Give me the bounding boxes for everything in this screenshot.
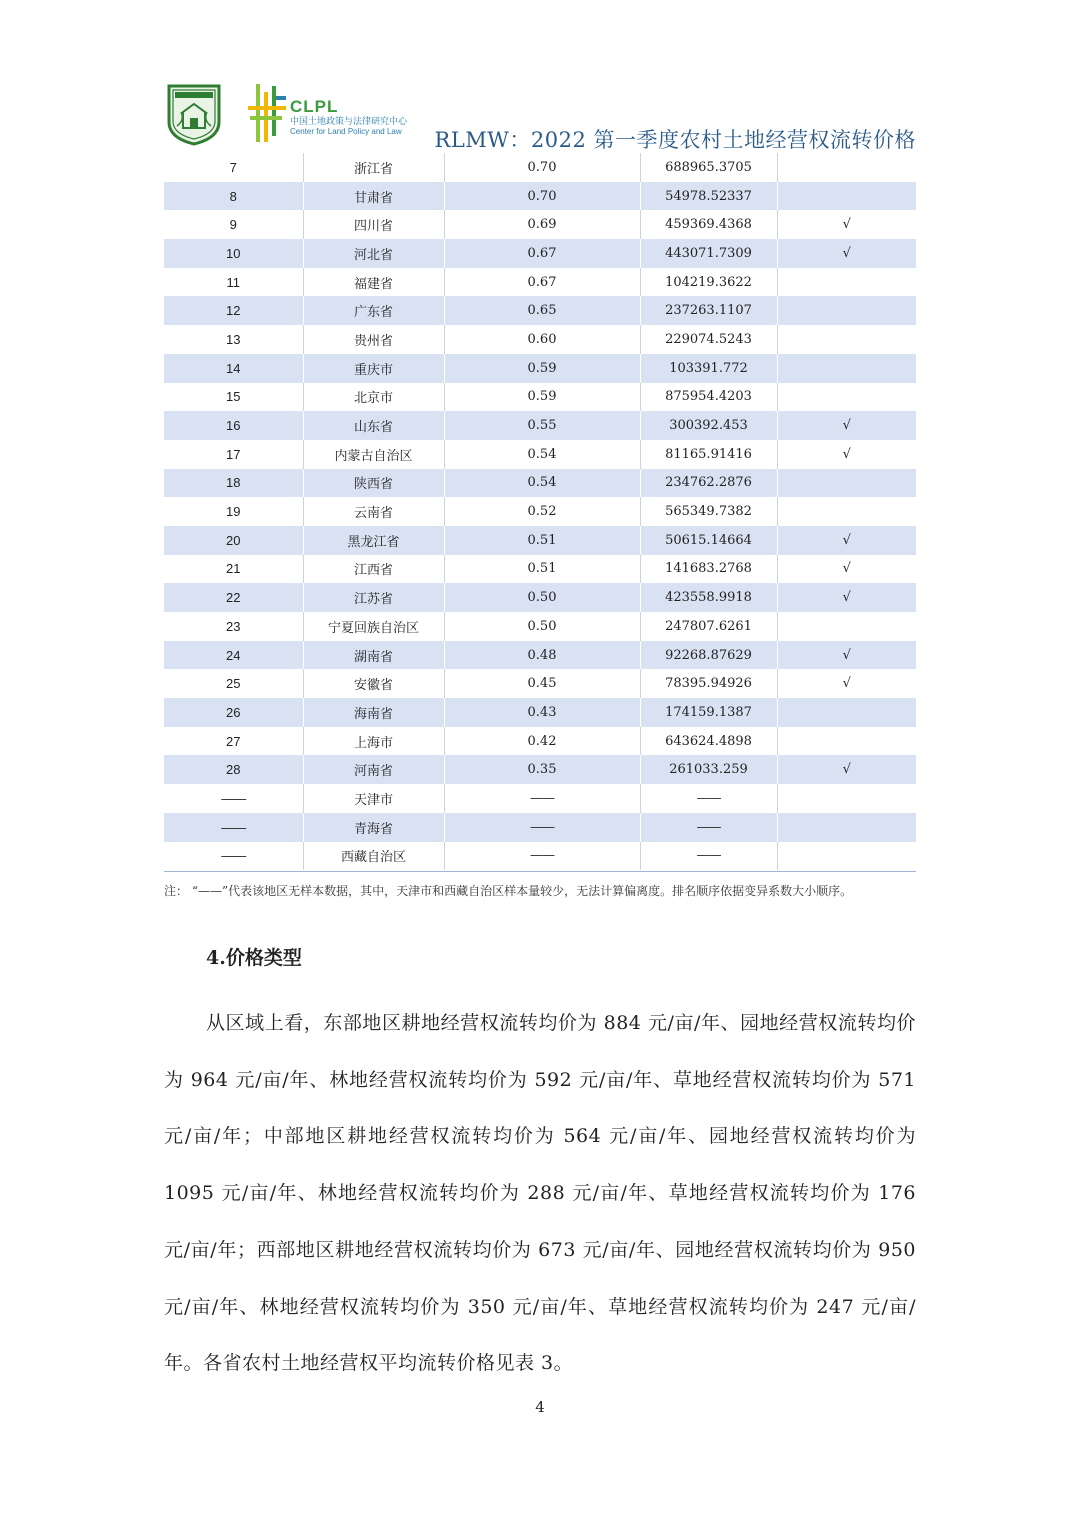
body-paragraph: 从区域上看，东部地区耕地经营权流转均价为 884 元/亩/年、园地经营权流转均价为 964 元/亩/年、林地经营权流转均价为 592 元/亩/年、草地经营权流转均价为 571 元/亩/年；中部地区耕地经营权流转均价为 564 元/亩/年、园地经营权流转均价为 1095 元/亩/年、林地经营权流转均价为 288 元/亩/年、草地经营权流转均价为 176 元/亩/年；西部地区耕地经营权流转均价为 673 元/亩/年、园地经营权流转均价为 950 元/亩/年、林地经营权流转均价为 350 元/亩/年、草地经营权流转均价为 247 元/亩/年。各省农村土地经营权平均流转价格见表 3。 xyxy=(164,1012,916,1375)
mark-cell xyxy=(777,153,916,182)
clpl-logo-text xyxy=(290,98,407,137)
region-cell: 黑龙江省 xyxy=(303,526,444,555)
mark-cell xyxy=(777,497,916,526)
value-cell: 261033.259 xyxy=(640,755,777,784)
cv-cell: —— xyxy=(444,784,640,813)
table-row xyxy=(164,641,916,670)
region-cell: 江苏省 xyxy=(303,583,444,612)
section-heading: 4.价格类型 xyxy=(206,947,302,969)
mark-cell xyxy=(777,354,916,383)
mark-cell: √ xyxy=(777,583,916,612)
rank-cell: —— xyxy=(164,813,303,842)
rank-cell: 12 xyxy=(164,296,303,325)
page-header xyxy=(0,0,1080,155)
region-cell: 广东省 xyxy=(303,296,444,325)
cv-cell: 0.48 xyxy=(444,641,640,670)
rank-cell: 20 xyxy=(164,526,303,555)
rank-cell: 10 xyxy=(164,239,303,268)
value-cell: 229074.5243 xyxy=(640,325,777,354)
mark-cell xyxy=(777,469,916,498)
rank-cell: 13 xyxy=(164,325,303,354)
table-row xyxy=(164,555,916,584)
mark-cell: √ xyxy=(777,210,916,239)
mark-cell xyxy=(777,698,916,727)
table-row xyxy=(164,755,916,784)
cv-cell: 0.70 xyxy=(444,182,640,211)
table-row xyxy=(164,469,916,498)
table-row xyxy=(164,268,916,297)
value-cell: 875954.4203 xyxy=(640,383,777,412)
cv-cell: 0.67 xyxy=(444,268,640,297)
clpl-cn-name: 中国土地政策与法律研究中心 xyxy=(290,116,408,126)
cv-cell: 0.51 xyxy=(444,555,640,584)
cv-cell: 0.54 xyxy=(444,469,640,498)
value-cell: 234762.2876 xyxy=(640,469,777,498)
mark-cell: √ xyxy=(777,411,916,440)
rank-cell: —— xyxy=(164,842,303,871)
mark-cell xyxy=(777,727,916,756)
rank-cell: 27 xyxy=(164,727,303,756)
table-row xyxy=(164,842,916,871)
value-cell: —— xyxy=(640,842,777,871)
cv-cell: 0.67 xyxy=(444,239,640,268)
table-row xyxy=(164,583,916,612)
cv-cell: 0.50 xyxy=(444,612,640,641)
region-cell: 福建省 xyxy=(303,268,444,297)
mark-cell xyxy=(777,268,916,297)
cv-cell: 0.51 xyxy=(444,526,640,555)
region-cell: 天津市 xyxy=(303,784,444,813)
document-title: RLMW：2022 第一季度农村土地经营权流转价格 xyxy=(434,128,916,152)
mark-cell xyxy=(777,182,916,211)
value-cell: 643624.4898 xyxy=(640,727,777,756)
cv-cell: 0.59 xyxy=(444,383,640,412)
region-cell: 陕西省 xyxy=(303,469,444,498)
value-cell: 50615.14664 xyxy=(640,526,777,555)
cv-cell: 0.60 xyxy=(444,325,640,354)
rank-cell: 11 xyxy=(164,268,303,297)
value-cell: 103391.772 xyxy=(640,354,777,383)
value-cell: 81165.91416 xyxy=(640,440,777,469)
cv-cell: 0.65 xyxy=(444,296,640,325)
cv-cell: —— xyxy=(444,842,640,871)
region-cell: 青海省 xyxy=(303,813,444,842)
table-row xyxy=(164,210,916,239)
value-cell: 423558.9918 xyxy=(640,583,777,612)
region-cell: 安徽省 xyxy=(303,669,444,698)
page-number: 4 xyxy=(535,1398,545,1416)
mark-cell xyxy=(777,813,916,842)
region-cell: 河南省 xyxy=(303,755,444,784)
cv-cell: 0.69 xyxy=(444,210,640,239)
mark-cell: √ xyxy=(777,641,916,670)
rank-cell: 17 xyxy=(164,440,303,469)
value-cell: 104219.3622 xyxy=(640,268,777,297)
rank-cell: 18 xyxy=(164,469,303,498)
table-bottom-rule xyxy=(164,871,916,872)
rank-cell: 26 xyxy=(164,698,303,727)
region-cell: 贵州省 xyxy=(303,325,444,354)
table-row xyxy=(164,526,916,555)
region-cell: 湖南省 xyxy=(303,641,444,670)
table-row xyxy=(164,813,916,842)
mark-cell xyxy=(777,296,916,325)
value-cell: —— xyxy=(640,813,777,842)
region-cell: 江西省 xyxy=(303,555,444,584)
ranking-table xyxy=(164,153,916,870)
mark-cell: √ xyxy=(777,526,916,555)
clpl-logo-icon xyxy=(246,82,288,144)
value-cell: 92268.87629 xyxy=(640,641,777,670)
cv-cell: 0.45 xyxy=(444,669,640,698)
table-row xyxy=(164,669,916,698)
rank-cell: 21 xyxy=(164,555,303,584)
mark-cell xyxy=(777,612,916,641)
region-cell: 宁夏回族自治区 xyxy=(303,612,444,641)
region-cell: 四川省 xyxy=(303,210,444,239)
region-cell: 河北省 xyxy=(303,239,444,268)
cv-cell: 0.55 xyxy=(444,411,640,440)
cv-cell: 0.50 xyxy=(444,583,640,612)
cv-cell: 0.35 xyxy=(444,755,640,784)
region-cell: 西藏自治区 xyxy=(303,842,444,871)
mark-cell xyxy=(777,842,916,871)
region-cell: 海南省 xyxy=(303,698,444,727)
value-cell: 237263.1107 xyxy=(640,296,777,325)
mark-cell xyxy=(777,383,916,412)
cv-cell: 0.43 xyxy=(444,698,640,727)
value-cell: 300392.453 xyxy=(640,411,777,440)
rank-cell: 7 xyxy=(164,153,303,182)
table-row xyxy=(164,354,916,383)
table-row xyxy=(164,239,916,268)
rank-cell: —— xyxy=(164,784,303,813)
mark-cell xyxy=(777,325,916,354)
table-row xyxy=(164,182,916,211)
value-cell: 141683.2768 xyxy=(640,555,777,584)
cv-cell: 0.52 xyxy=(444,497,640,526)
rank-cell: 22 xyxy=(164,583,303,612)
rank-cell: 16 xyxy=(164,411,303,440)
mark-cell: √ xyxy=(777,239,916,268)
table-row xyxy=(164,612,916,641)
region-cell: 山东省 xyxy=(303,411,444,440)
mark-cell: √ xyxy=(777,440,916,469)
rank-cell: 28 xyxy=(164,755,303,784)
rank-cell: 15 xyxy=(164,383,303,412)
cv-cell: 0.59 xyxy=(444,354,640,383)
rank-cell: 9 xyxy=(164,210,303,239)
rank-cell: 19 xyxy=(164,497,303,526)
table-row xyxy=(164,784,916,813)
table-row xyxy=(164,411,916,440)
value-cell: 688965.3705 xyxy=(640,153,777,182)
rank-cell: 25 xyxy=(164,669,303,698)
table-note: 注： “——”代表该地区无样本数据，其中，天津市和西藏自治区样本量较少，无法计算偏离度。排名顺序依据变异系数大小顺序。 xyxy=(164,884,853,898)
region-cell: 重庆市 xyxy=(303,354,444,383)
mark-cell: √ xyxy=(777,755,916,784)
table-row xyxy=(164,383,916,412)
region-cell: 上海市 xyxy=(303,727,444,756)
value-cell: —— xyxy=(640,784,777,813)
value-cell: 443071.7309 xyxy=(640,239,777,268)
mark-cell xyxy=(777,784,916,813)
region-cell: 浙江省 xyxy=(303,153,444,182)
table-row xyxy=(164,325,916,354)
value-cell: 565349.7382 xyxy=(640,497,777,526)
rank-cell: 23 xyxy=(164,612,303,641)
cv-cell: —— xyxy=(444,813,640,842)
table-row xyxy=(164,440,916,469)
clpl-abbr: CLPL xyxy=(290,97,339,116)
value-cell: 174159.1387 xyxy=(640,698,777,727)
table-row xyxy=(164,296,916,325)
value-cell: 459369.4368 xyxy=(640,210,777,239)
region-cell: 云南省 xyxy=(303,497,444,526)
rank-cell: 8 xyxy=(164,182,303,211)
region-cell: 北京市 xyxy=(303,383,444,412)
cv-cell: 0.54 xyxy=(444,440,640,469)
value-cell: 54978.52337 xyxy=(640,182,777,211)
clpl-en-name: Center for Land Policy and Law xyxy=(290,127,402,136)
rank-cell: 24 xyxy=(164,641,303,670)
value-cell: 78395.94926 xyxy=(640,669,777,698)
table-row xyxy=(164,153,916,182)
mark-cell: √ xyxy=(777,669,916,698)
region-cell: 甘肃省 xyxy=(303,182,444,211)
table-row xyxy=(164,727,916,756)
table-row xyxy=(164,497,916,526)
table-row xyxy=(164,698,916,727)
university-emblem-icon xyxy=(165,82,223,146)
region-cell: 内蒙古自治区 xyxy=(303,440,444,469)
mark-cell: √ xyxy=(777,555,916,584)
rank-cell: 14 xyxy=(164,354,303,383)
value-cell: 247807.6261 xyxy=(640,612,777,641)
cv-cell: 0.70 xyxy=(444,153,640,182)
cv-cell: 0.42 xyxy=(444,727,640,756)
